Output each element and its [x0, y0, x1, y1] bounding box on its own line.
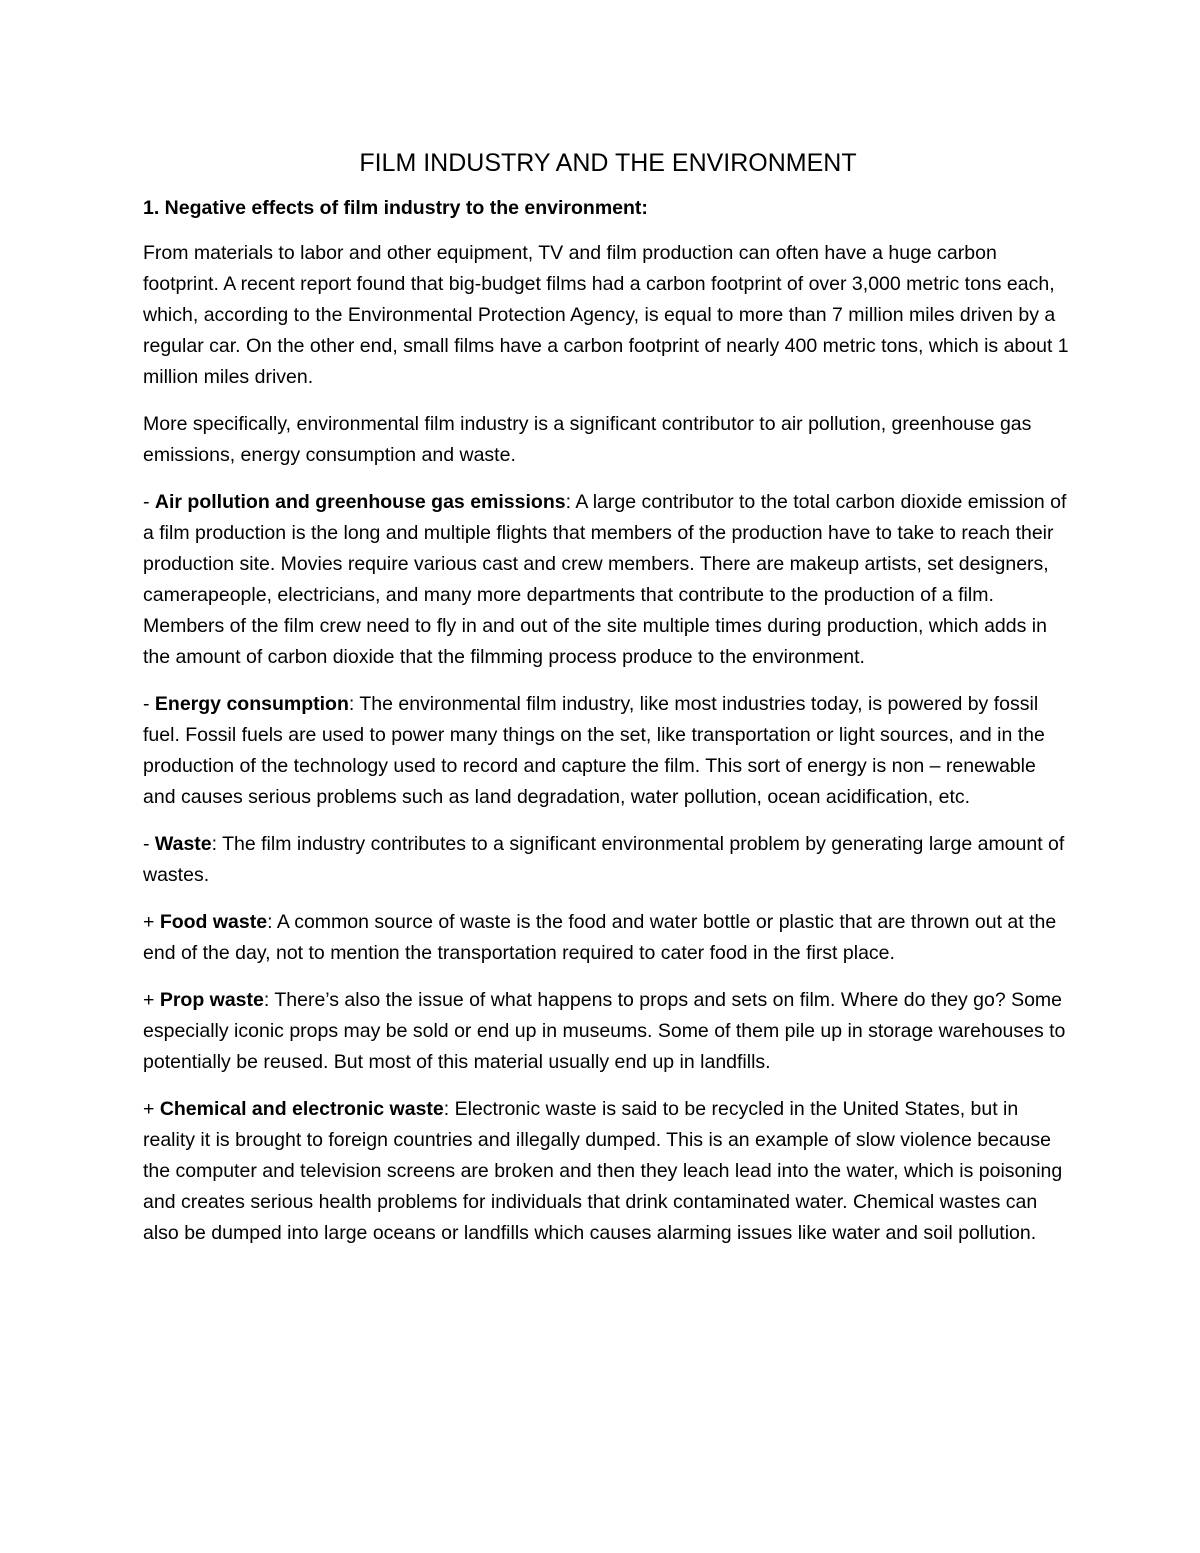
prop-waste-text: There’s also the issue of what happens to props and sets on film. Where do they go? Some especially iconic props may be sold or end up in museums. Some of them pile up in storage warehouses to potentially be reused. But most of this material usually end up in landfills. — [143, 989, 1066, 1073]
air-pollution-term: Air pollution and greenhouse gas emissions — [154, 491, 566, 513]
waste-paragraph — [143, 829, 1073, 891]
waste-text: The film industry contributes to a significant environmental problem by generating large amount of wastes. — [143, 833, 1065, 886]
chemical-waste-term: Chemical and electronic waste — [159, 1098, 444, 1120]
air-pollution-paragraph — [143, 487, 1073, 673]
food-waste-paragraph — [143, 907, 1073, 969]
prop-waste-separator: : — [263, 989, 275, 1011]
chemical-waste-text: Electronic waste is said to be recycled in the United States, but in reality it is brought to foreign countries and illegally dumped. This is an example of slow violence because the computer and television screens are broken and then they leach lead into the water, which is poisoning and creates serious health problems for individuals that drink contaminated water. Chemical wastes can also be dumped into large oceans or landfills which causes alarming issues like water and soil pollution. — [143, 1098, 1063, 1244]
waste-separator: : — [211, 833, 223, 855]
prop-waste-prefix: + — [143, 989, 160, 1011]
chemical-waste-separator: : — [443, 1098, 455, 1120]
energy-consumption-paragraph — [143, 689, 1073, 813]
food-waste-text: A common source of waste is the food and water bottle or plastic that are thrown out at the end of the day, not to mention the transportation required to cater food in the first place. — [143, 911, 1057, 964]
energy-consumption-prefix: - — [143, 693, 155, 715]
specific-paragraph: More specifically, environmental film industry is a significant contributor to air pollution, greenhouse gas emissions, energy consumption and waste. — [143, 413, 1032, 466]
food-waste-separator: : — [267, 911, 277, 933]
food-waste-prefix: + — [143, 911, 160, 933]
intro-paragraph: From materials to labor and other equipment, TV and film production can often have a huge carbon footprint. A recent report found that big-budget films had a carbon footprint of over 3,000 metric tons each, which, according to the Environmental Protection Agency, is equal to more than 7 million miles driven by a regular car. On the other end, small films have a carbon footprint of nearly 400 metric tons, which is about 1 million miles driven. — [143, 242, 1069, 388]
document-body — [143, 145, 1073, 1265]
energy-consumption-separator: : — [348, 693, 360, 715]
chemical-waste-paragraph — [143, 1094, 1073, 1249]
energy-consumption-term: Energy consumption — [154, 693, 349, 715]
document-title: FILM INDUSTRY AND THE ENVIRONMENT — [359, 149, 857, 177]
food-waste-term: Food waste — [159, 911, 268, 933]
prop-waste-term: Prop waste — [159, 989, 264, 1011]
prop-waste-paragraph — [143, 985, 1073, 1078]
chemical-waste-prefix: + — [143, 1098, 160, 1120]
air-pollution-prefix: - — [143, 491, 155, 513]
section-heading: 1. Negative effects of film industry to the environment: — [143, 197, 648, 219]
waste-prefix: - — [143, 833, 155, 855]
energy-consumption-text: The environmental film industry, like most industries today, is powered by fossil fuel. Fossil fuels are used to power many things on the set, like transportation or light sources, and in the production of the technology used to record and capture the film. This sort of energy is non – renewable and causes serious problems such as land degradation, water pollution, ocean acidification, etc. — [143, 693, 1045, 808]
waste-term: Waste — [154, 833, 212, 855]
air-pollution-text: A large contributor to the total carbon dioxide emission of a film production is the long and multiple flights that members of the production have to take to reach their production site. Movies require various cast and crew members. There are makeup artists, set designers, camerapeople, electricians, and many more departments that contribute to the production of a film. Members of the film crew need to fly in and out of the site multiple times during production, which adds in the amount of carbon dioxide that the filmming process produce to the environment. — [143, 491, 1067, 668]
air-pollution-separator: : — [565, 491, 576, 513]
